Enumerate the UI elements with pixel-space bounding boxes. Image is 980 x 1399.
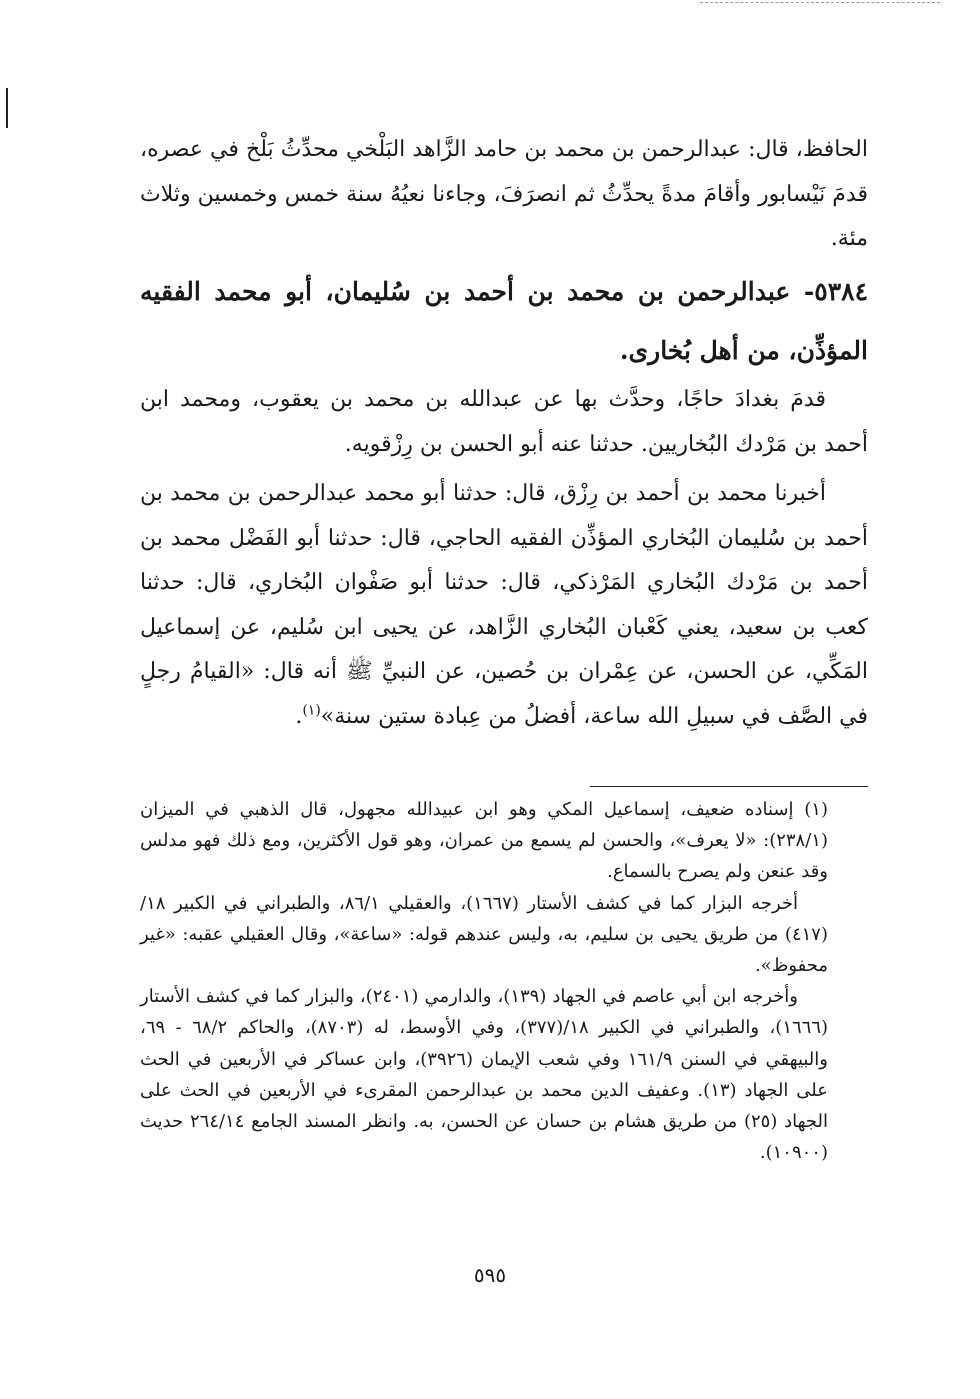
footnote-3: وأخرجه ابن أبي عاصم في الجهاد (١٣٩)، والدارمي (٢٤٠١)، والبزار كما في كشف الأستار (١٦٦٦)، والطبراني في الكبير ١٨/(٣٧٧)، وفي الأوسط، له (٨٧٠٣)، والحاكم ٦٨/٢ - ٦٩، والبيهقي في السنن ١٦١/٩ وفي شعب الإيمان (٣٩٢٦)، وابن عساكر في الأربعين في الحث على الجهاد (١٣). وعفيف الدين محمد بن عبدالرحمن المقرىء في الأربعين في الحث على الجهاد (٢٥) من طريق هشام بن حسان عن الحسن، به. وانظر المسند الجامع ٢٦٤/١٤ حديث (١٠٩٠٠). [140, 986, 829, 1164]
hadith-end: . [295, 703, 303, 729]
hadith-paragraph [140, 472, 868, 739]
biography-paragraph: قدمَ بغدادَ حاجًا، وحدَّث بها عن عبدالله بن محمد بن يعقوب، ومحمد ابن أحمد بن مَرْدك البُخاريين. حدثنا عنه أبو الحسن بن رِزْقويه. [140, 387, 868, 457]
hadith-text: أخبرنا محمد بن أحمد بن رِزْق، قال: حدثنا أبو محمد عبدالرحمن بن محمد بن أحمد بن سُليمان البُخاري المؤذِّن الفقيه الحاجي، قال: حدثنا أبو الفَضْل محمد بن أحمد بن مَرْدك البُخاري المَرْذكي، قال: حدثنا أبو صَفْوان البُخاري، قال: حدثنا كعب بن سعيد، يعني كَعْبان البُخاري الزَّاهد، عن يحيى ابن سُليم، عن إسماعيل المَكِّي، عن الحسن، عن عِمْران بن حُصين، عن النبيِّ ﷺ أنه قال: «القيامُ رجلٍ في الصَّف في سبيلِ الله ساعة، أفضلُ من عِبادة ستين سنة» [140, 481, 868, 729]
scan-edge-mark [6, 88, 8, 128]
footnote-1 [140, 794, 828, 888]
footnotes [140, 794, 828, 1168]
intro-paragraph: الحافظ، قال: عبدالرحمن بن محمد بن حامد الزَّاهد البَلْخي محدِّثُ بَلْخ في عصره، قدمَ نَيْسابور وأقامَ مدةً يحدِّثُ ثم انصرَفَ، وجاءنا نعيُهُ سنة خمس وخمسين وثلاث مئة. [140, 137, 868, 251]
page-number: ٥٩٥ [473, 1263, 507, 1287]
footnote-divider [590, 786, 868, 787]
scan-top-marks [700, 2, 940, 13]
entry-title: ٥٣٨٤- عبدالرحمن بن محمد بن أحمد بن سُليمان، أبو محمد الفقيه المؤذِّن، من أهل بُخارى. [140, 277, 868, 365]
footnote-marker: (١) [804, 799, 828, 820]
footnote-reference: (١) [302, 702, 321, 719]
footnote-2: أخرجه البزار كما في كشف الأستار (١٦٦٧)، والعقيلي ٨٦/١، والطبراني في الكبير ١٨/ (٤١٧) من طريق يحيى بن سليم، به، وليس عندهم قوله: «ساعة»، وقال العقيلي عقبه: «غير محفوظ». [140, 892, 828, 977]
footnote-1-text: إسناده ضعيف، إسماعيل المكي وهو ابن عبيدالله مجهول، قال الذهبي في الميزان (٢٣٨/١): «لا يعرف»، والحسن لم يسمع من عمران، وهو قول الأكثرين، ومع ذلك فهو مدلس وقد عنعن ولم يصرح بالسماع. [140, 799, 828, 883]
